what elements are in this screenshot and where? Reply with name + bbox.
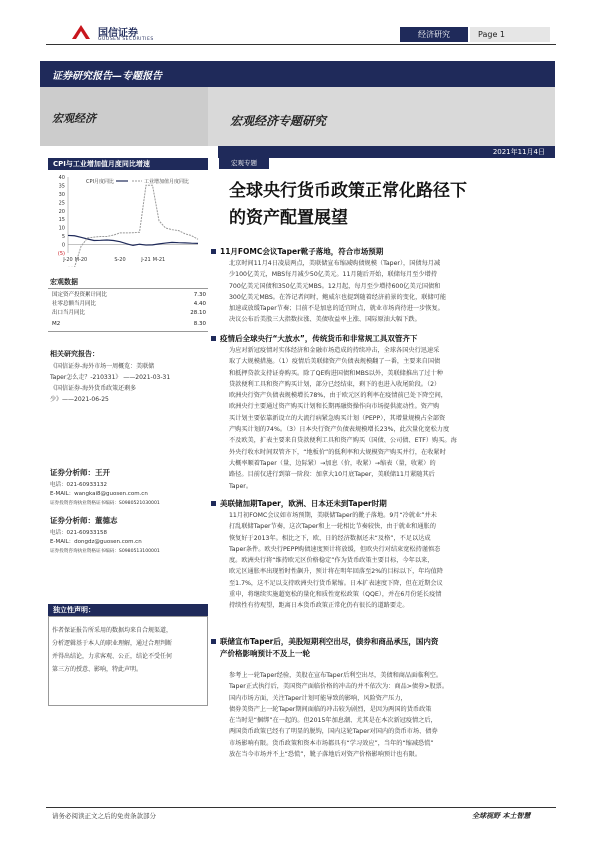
analyst-email[interactable]: E-MAIL：dongdz@guosen.com.cn — [50, 539, 142, 545]
macro-key: 国定资产投资累计同比 — [52, 292, 108, 298]
macro-value: 4.40 — [193, 301, 206, 307]
series-line-1 — [68, 185, 198, 267]
macro-value: 8.30 — [193, 321, 206, 327]
macro-row — [52, 300, 206, 309]
logo-name: 国信证券 — [98, 28, 138, 39]
footer-slogan: 全球视野 本土智慧 — [472, 811, 531, 820]
section-body: 参考上一轮Taper经验，美股在宣布Taper后利空出尽，美债和商品面临利空。 Taper正式执行后，美国资产面临价格的冲击的并不依次为：商品>债券>股票。 国内市场方面，关注Taper计划可能导致的影响，风险资产压力， 债券美资产上一轮Taper期间面临的冲击较为剧烈，是因为两国的货币政策 在当时是“捆绑”在一起的。但2015年加息潮、尤其是在本次新冠疫情之后， 两国货币政策已经有了明显的脱钩，国内这轮Taper对国内的货币市场、债券 市场影响有限。货币政策和资本市场都具有“学习效应”，当年的“缩减恐慌” 放在当今市场并不上“恐慌”，靴子落地后对资产价格影响预计也有限。 — [229, 672, 449, 759]
y-tick-label: 10 — [58, 225, 65, 232]
macro-data-title: 宏观数据 — [50, 278, 78, 286]
statement-line: 作者保证报告所采用的数据均来自合规渠道， — [52, 627, 173, 634]
analyst-name: 证券分析师：董德志 — [50, 516, 118, 525]
cpi-industry-chart — [48, 171, 210, 267]
footer-disclaimer[interactable]: 请务必阅读正文之后的免责条款部分 — [52, 812, 156, 820]
section-left-title: 宏观经济 — [52, 112, 96, 125]
related-report-line[interactable]: 《国信证券-海外货币政策还剩多 — [50, 385, 137, 392]
macro-value: 28.10 — [190, 310, 206, 316]
statement-line: 第三方的授意、影响，特此声明。 — [52, 666, 143, 673]
macro-value: 7.30 — [193, 292, 206, 298]
analyst-cert: 证券投资咨询执业资格证书编码：S0980513100001 — [50, 549, 160, 554]
y-tick-label: 25 — [58, 200, 65, 207]
macro-row — [52, 291, 206, 300]
section-heading: 美联储加期Taper，欧洲、日本还未到Taper时期 — [220, 499, 387, 508]
related-report-line[interactable]: 少》——2021-06-25 — [50, 396, 109, 403]
y-tick-label: 15 — [58, 217, 65, 224]
section-body: 为应对新冠疫情对实体经济和金融市场造成的持续冲击，全球各国央行迅速采 取了大规模措施。（1）疫情后美联储资产负债表规模翻了一番，主要来自国债 和抵押贷款支持证券购买。除了QE购进国债和MBS以外，美联储推出了过十种 贷款便利工具和资产购买计划，部分已经结束，剩下的也进入收尾阶段。（2） 欧洲央行资产负债表规模增长78%，由于欧元区的利率在疫情前已处下降空间， 欧洲央行主要通过资产购买计划和长期再融资操作向市场提供流动性。资产购 买计划主要依靠新设立的大流行病紧急购买计划（PEPP），其增量规模占全部资 产购买计划的74%。（3）日本央行资产负债表规模增长23%，此次量化宽松力度 不及欧美，扩表主要来自贷款便利工具和资产购买（国债、公司债、ETF）购买。海 外央行收水时间双管齐下，“地板价”的低利率和大规模资产购买并行，在收紧时 大概率顺着Taper（量，边际紧）→加息（价，收紧）→缩表（量，收紧）的 路径。目前仅进行到第一阶段：加拿大10月底Taper，美联储11月紧随其后 Taper。 — [229, 347, 457, 490]
chart-title: CPI与工业增加值月度同比增速 — [48, 158, 208, 170]
independence-statement-title: 独立性声明： — [48, 604, 208, 616]
legend-label: 工业增加值月度同比 — [144, 179, 190, 185]
independence-statement — [52, 624, 204, 676]
page-title — [229, 178, 549, 232]
guosen-logo-icon — [70, 23, 92, 41]
title-line: 的资产配置展望 — [229, 208, 348, 228]
analyst-phone: 电话：021-60933158 — [50, 530, 107, 536]
title-line: 全球央行货币政策正常化路径下 — [229, 181, 467, 201]
macro-key: 出口当月同比 — [52, 310, 86, 316]
section-body: 11月初FOMC会议如市场预期，美联储Taper的靴子落地。9月“冷就业”并未 打乱联储Taper节奏，这次Taper和上一轮相比节奏较快，由于就业和通胀的 恢复好于2013年。相比之下，欧、日的经济数据还未“及格”，不足以达成 Taper条件。欧央行PEPP购债速度预计将放缓，但欧央行对结束宽松持谨慎态 度。欧洲央行将“维持欧元区价格稳定”作为货币政策主要目标，今年以来， 欧元区通胀率出现暂时性飙升，预计将在明年回落至2%的目标以下，年均值降 至1.7%，这不足以支持欧洲央行货币紧缩。日本扩表速度下降，但在近期会议 重申，将继续实施超宽松的量化和质性宽松政策（QQE），并在6月份延长疫情 持续性有待观望，距离日本货币政策正常化仍有很长的道路要走。 — [229, 512, 444, 610]
header-divider — [46, 44, 556, 45]
series-line-0 — [68, 235, 198, 245]
statement-line: 并得出结论，力求客观、公正，结论不受任何 — [52, 653, 173, 660]
macro-key: M2 — [52, 321, 61, 327]
report-type: 证券研究报告—专题报告 — [52, 71, 162, 82]
report-date: 2021年11月4日 — [492, 148, 545, 156]
header-category-tag: 经济研究 — [400, 27, 468, 42]
y-tick-label: 0 — [61, 242, 65, 249]
section-heading: 疫情后全球央行“大放水”，传统货币和非常规工具双管齐下 — [220, 334, 418, 343]
x-tick-label: S-20 — [114, 257, 126, 263]
macro-row — [52, 309, 206, 318]
y-tick-label: (5) — [57, 251, 65, 257]
analyst-cert: 证券投资咨询执业资格证书编码：S0980521030001 — [50, 501, 160, 506]
y-tick-label: 5 — [61, 234, 65, 241]
y-tick-label: 40 — [58, 175, 65, 181]
x-tick-label: M-21 — [152, 257, 166, 263]
x-tick-label: J-21 — [141, 257, 151, 263]
macro-divider-bottom — [48, 331, 208, 332]
analyst-email[interactable]: E-MAIL：wangkai8@guosen.com.cn — [50, 491, 148, 497]
analyst-phone: 电话：021-60933132 — [50, 482, 107, 488]
page-number: Page 1 — [470, 27, 550, 42]
macro-key: 社零总额当月同比 — [52, 301, 97, 307]
footer-divider — [46, 807, 556, 808]
section-heading: 11月FOMC会议Taper靴子落地，符合市场预期 — [220, 247, 384, 256]
statement-line: 分析逻辑基于本人的职业理解，通过合理判断 — [52, 640, 173, 647]
macro-divider-top — [48, 288, 208, 289]
section-body: 北京时间11月4日凌晨两点，美联储宣布缩减购债规模（Taper），国债每月减 少100亿美元，MBS每月减少50亿美元。11月随后开始，联储每月至少增持 700亿美元国债和350亿美元MBS。12月起，每月至少增持600亿美元国债和 300亿美元MBS。在答记者问时，鲍威尔也提到随着经济前景的变化，联储可能 加速或放缓Taper节奏；目前不是加息的适宜时点，就业市场尚待进一步恢复。 决议公布后美股三大指数拉涨、美债收益率上涨、国际原油大幅下跌。 — [229, 260, 447, 324]
related-report-line[interactable]: Taper怎么走？-210331》 ——2021-03-31 — [50, 374, 171, 381]
legend-label: CPI月度同比 — [86, 179, 114, 185]
logo-english: GUOSEN SECURITIES — [98, 37, 154, 42]
macro-row — [52, 320, 206, 329]
x-tick-label: M-20 — [74, 257, 88, 263]
y-tick-label: 20 — [58, 208, 65, 215]
related-report-line[interactable]: 《国信证券-海外市场一周概览：美联储 — [50, 363, 155, 370]
related-reports-title: 相关研究报告： — [50, 350, 99, 358]
analyst-name: 证券分析师：王开 — [50, 468, 110, 477]
topic-tag: 宏观专题 — [219, 158, 269, 169]
report-type-band — [40, 61, 555, 87]
x-tick-label: J-20 — [63, 257, 73, 263]
date-bar — [218, 146, 555, 158]
y-tick-label: 35 — [58, 183, 65, 190]
section-right-title: 宏观经济专题研究 — [230, 114, 327, 128]
y-tick-label: 30 — [58, 191, 65, 198]
section-heading: 联储宣布Taper后，美股短期利空出尽，债券和商品承压，国内资 产价格影响预计不及上一轮 — [220, 636, 540, 660]
